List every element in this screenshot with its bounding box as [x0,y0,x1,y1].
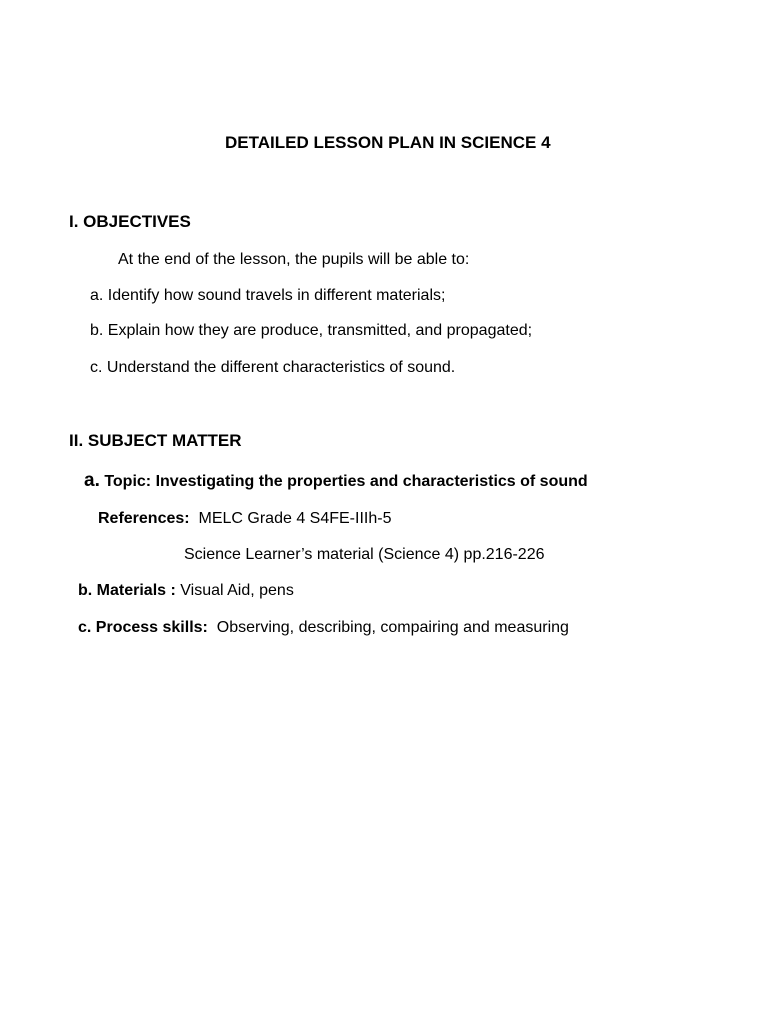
topic-label: Topic: [104,473,152,490]
materials-value: Visual Aid, pens [180,582,294,599]
process-skills-value: Observing, describing, compairing and measuring [216,619,569,636]
objective-item-a: a. Identify how sound travels in different materials; [90,287,446,304]
subject-matter-heading: II. SUBJECT MATTER [69,431,242,450]
references-value-2: Science Learner’s material (Science 4) pp.216-226 [184,546,545,563]
objectives-heading: I. OBJECTIVES [69,212,191,231]
references-line [98,509,391,529]
objectives-intro: At the end of the lesson, the pupils will be able to: [118,251,470,268]
topic-line [84,471,588,492]
process-skills-line [78,618,569,638]
process-skills-label: c. Process skills: [78,619,208,636]
objective-item-b: b. Explain how they are produce, transmitted, and propagated; [90,322,533,339]
references-value-1: MELC Grade 4 S4FE-IIIh-5 [198,510,392,527]
objective-item-c: c. Understand the different characteristics of sound. [90,359,456,376]
topic-letter: a. [84,470,100,491]
references-label: References: [98,510,190,527]
topic-value: Investigating the properties and characteristics of sound [155,473,588,490]
document-title: DETAILED LESSON PLAN IN SCIENCE 4 [225,133,551,152]
materials-label: b. Materials : [78,582,176,599]
materials-line [78,581,294,601]
